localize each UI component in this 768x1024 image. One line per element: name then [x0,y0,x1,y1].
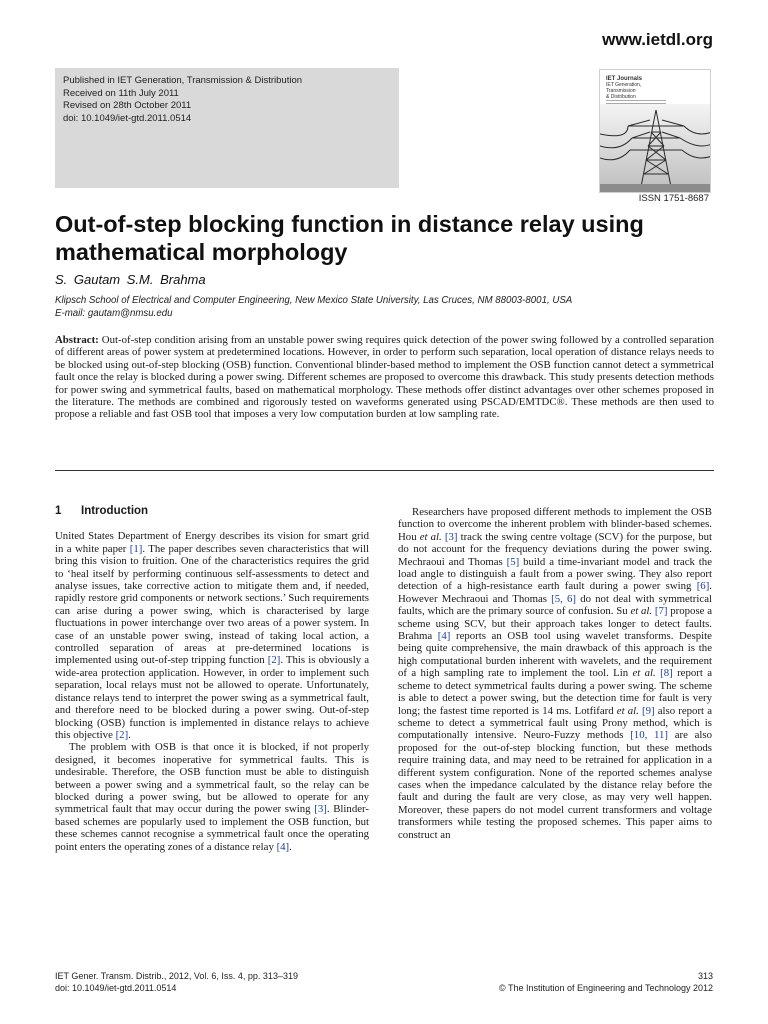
reference-link[interactable]: [6] [696,580,710,593]
cover-header [606,76,666,100]
abstract-text: Out-of-step condition arising from an unstable power swing requires quick detection of the power swing followed by a controlled separation of different areas of power system at predetermined locations. However, in order to perform such separation, local operation of distance relays needs to be blocked using out-of-step blocking (OSB) function. Conventional blinder-based method to implement the OSB function cannot detect a symmetrical fault once the relay is blocked during a power swing. Different schemes are proposed to overcome this drawback. This study presents detection methods for power swing and symmetrical faults, based on mathematical morphology. These methods offer distinct advantages over other schemes proposed in the literature. The methods are combined and rigorously tested on waveforms generated using PSCAD/EMTDC®. These methods are then used to propose a reliable and fast OSB tool that imposes a very low computation burden at low sampling rate. [55,334,714,421]
reference-link[interactable]: [8] [660,667,673,680]
article-title: Out-of-step blocking function in distance relay using mathematical morphology [55,211,644,265]
power-pylon-image [600,104,711,193]
cover-journal-line-1: IET Generation, Transmission [606,82,642,94]
cover-brand: IET Journals [606,76,643,82]
reference-link[interactable]: [4] [437,630,451,643]
section-number: 1 [55,505,62,517]
author-name: S.M. Brahma [126,272,206,287]
issn-number: ISSN 1751-8687 [638,193,709,204]
reference-link[interactable]: [7] [654,605,668,618]
publication-journal: Published in IET Generation, Transmission & Distribution [63,75,303,86]
body-paragraph: Researchers have proposed different methods to implement the OSB function to overcome the inherent problem with blinder-based schemes. Hou et al. [3] track the swing centre voltage (SCV) for the purpose, but do not account for the frequency deviations during the power swing. Mechraoui and Thomas [5] build a time-invariant model and track the load angle to distinguish a fault from a power swing. They also report detection of a high-resistance earth fault during a power swing [6]. However Mechraoui and Thomas [5, 6] do not deal with symmetrical faults, which are the primary source of confusion. Su et al. [7] propose a scheme using SCV, but their approach takes longer to detect faults. Brahma [4] reports an OSB tool using wavelet transforms. Despite being quite comprehensive, the main drawback of this approach is the high computational burden inherent with wavelets, and the requirement of a high sampling rate to implement the tool. Lin et al. [8] report a scheme to detect symmetrical faults during a power swing. The scheme is able to detect a power swing, but the detection time for fault is very long; the fastest time reported is 14 ms. Lotfifard et al. [9] also report a scheme to detect a symmetrical fault using Prony method, which is computationally intensive. Neuro-Fuzzy methods [10, 11] are also proposed for the out-of-step blocking function, but these methods require training data, and may need to be retrained for application in a different system configuration. None of the reported schemes analyse cases when the impedance calculated by the distance relay before the fault and during the fault are very close, as may very well happen. Moreover, these papers do not model current transformers and voltage transformers while testing the proposed schemes. This paper aims to construct an [398,506,713,841]
body-paragraph: United States Department of Energy describes its vision for smart grid in a white paper [1]. The paper describes seven characteristics that will bring this vision to fruition. One of the characteristics requires the grid to ‘heal itself by performing continuous self-assessments to detect and analyse issues, take corrective action to mitigate them and, if needed, rapidly restore grid components or network sections.’ Such requirements can arise during a power swing, which is characterised by large fluctuations in power interchange over two areas of a power system. In case of an unstable power swing, instead of taking local action, a controlled separation of areas at pre-determined locations is implemented using out-of-step tripping function [2]. This is obviously a wide-area protection application. However, in order to implement such separation, local relays must not be allowed to operate. Unfortunately, distance relays tend to interpret the power swing as a symmetrical fault, and therefore need to be blocked during a power swing. Out-of-step blocking (OSB) function is implemented in distance relays to achieve this objective [2]. [55,530,369,741]
page-number: 313 [697,971,713,981]
abstract [55,334,714,421]
reference-link[interactable]: [3] [444,530,458,543]
section-divider [55,470,714,471]
revised-date: Revised on 28th October 2011 [63,100,192,111]
reference-link[interactable]: [5] [506,555,520,568]
received-date: Received on 11th July 2011 [63,87,179,99]
reference-link[interactable]: [5, 6] [551,592,577,605]
affiliation: Klipsch School of Electrical and Computer Engineering, New Mexico State University, Las Cruces, NM 88003-8001, USA [55,295,573,306]
reference-link[interactable]: [2] [267,654,281,667]
section-heading [55,505,369,517]
footer-citation: IET Gener. Transm. Distrib., 2012, Vol. 6, Iss. 4, pp. 313–319 [55,971,298,981]
journal-cover-thumbnail [599,69,711,193]
reference-link[interactable]: [10, 11] [630,729,668,742]
footer-doi: doi: 10.1049/iet-gtd.2011.0514 [55,983,177,993]
publication-doi: doi: 10.1049/iet-gtd.2011.0514 [63,112,192,124]
author-email[interactable]: E-mail: gautam@nmsu.edu [55,307,173,319]
left-column [55,505,369,853]
journal-website-url[interactable]: www.ietdl.org [602,30,713,49]
reference-link[interactable]: [9] [641,704,655,717]
right-column [398,506,712,841]
body-paragraph: The problem with OSB is that once it is blocked, if not properly designed, it becomes inoperative for symmetrical faults. This is undesirable. Therefore, the OSB function must be able to distinguish between a power swing and a symmetrical fault, so the relay can be blocked during a power swing, but be allowed to operate for any symmetrical fault that may occur during the power swing [3]. Blinder-based schemes are popularly used to implement the OSB function, but these schemes cannot recognise a symmetrical fault once the operating point enters the operating zones of a distance relay [4]. [55,741,369,853]
author-list [55,272,206,287]
footer-right-block [499,970,713,994]
abstract-label: Abstract: [55,334,99,346]
reference-link[interactable]: [2] [115,728,129,741]
author-name: S. Gautam [55,272,121,287]
reference-link[interactable]: [4] [276,840,290,853]
author-affiliation-block [55,295,720,320]
reference-link[interactable]: [1] [129,542,143,555]
copyright-notice: © The Institution of Engineering and Technology 2012 [499,983,713,993]
section-title: Introduction [81,505,149,517]
reference-link[interactable]: [3] [314,803,327,816]
cover-journal-line-2: & Distribution [606,94,636,100]
footer-citation-block [55,970,298,994]
publication-info-box [55,68,399,188]
